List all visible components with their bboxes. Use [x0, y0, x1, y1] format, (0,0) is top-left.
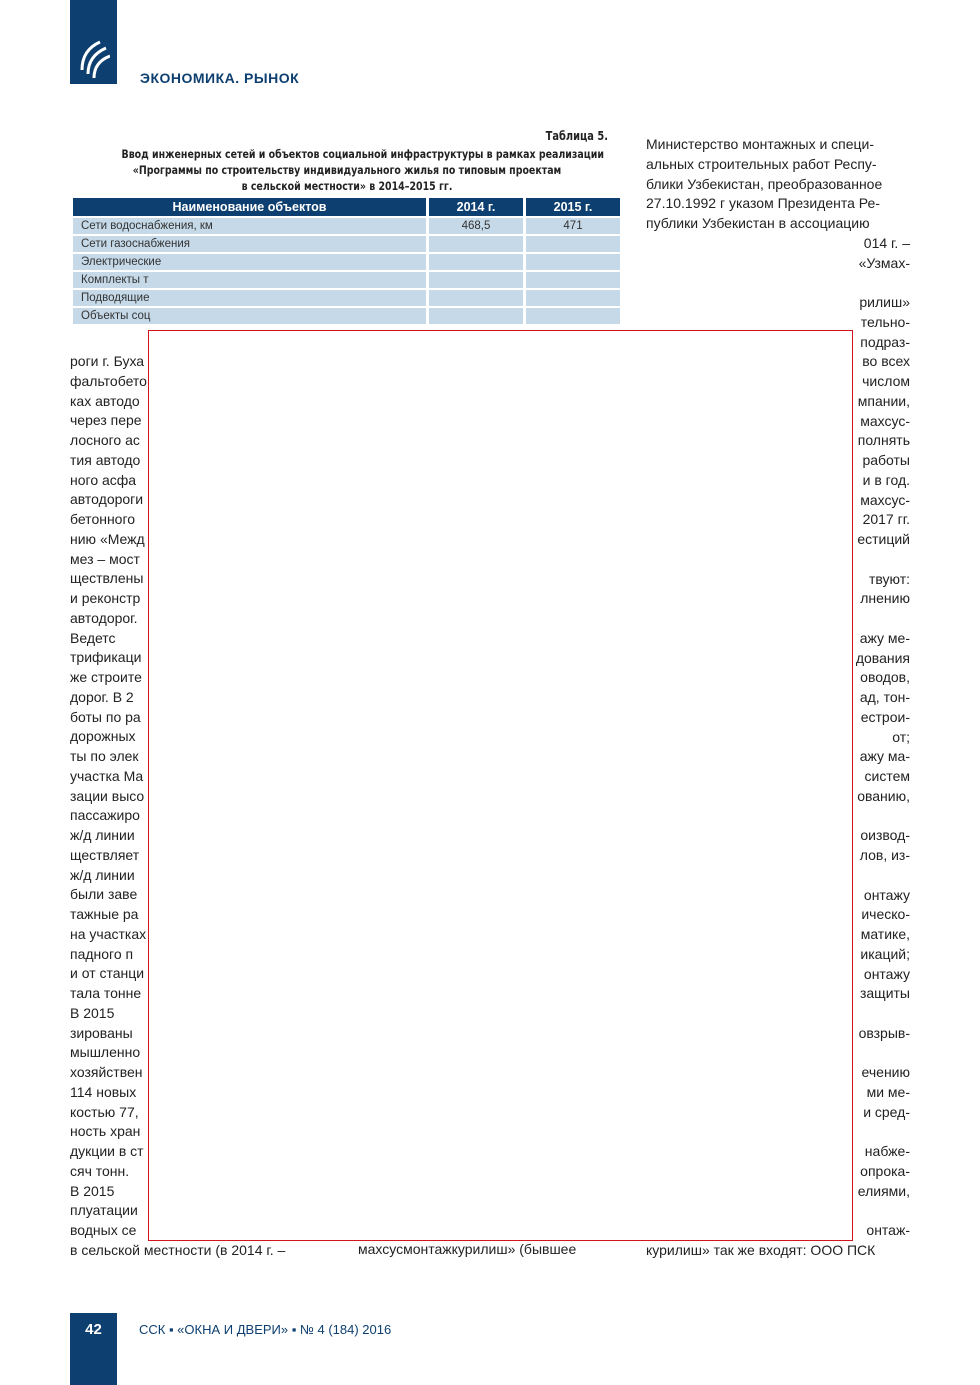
text-line: участка Ма — [70, 767, 144, 784]
text-line: во всех — [862, 353, 910, 370]
text-line: В 2015 — [70, 1004, 115, 1021]
footer-text: ССК ▪ «ОКНА И ДВЕРИ» ▪ № 4 (184) 2016 — [139, 1322, 392, 1337]
text-line: и в год. — [862, 471, 910, 488]
text-line: зированы — [70, 1024, 133, 1041]
table-row — [73, 272, 620, 288]
text-line: лосного ас — [70, 432, 140, 448]
text-line: работы — [862, 452, 910, 468]
text-line: ечению — [861, 1064, 910, 1081]
text-line: костью 77, — [70, 1103, 139, 1120]
column-header: 2014 г. — [429, 198, 523, 216]
section-title: ЭКОНОМИКА. РЫНОК — [140, 70, 300, 86]
text-line: фальтобето — [70, 372, 147, 389]
text-line: овзрыв- — [858, 1024, 910, 1041]
text-line: махсус- — [860, 491, 910, 508]
text-line: ж/д линии — [70, 827, 135, 843]
text-line: и сред- — [863, 1103, 910, 1120]
text-line: «Узмах- — [858, 254, 910, 271]
text-line: мпании, — [857, 392, 910, 409]
value-cell: 468,5 — [429, 218, 523, 234]
text-line: водных се — [70, 1222, 137, 1238]
text-line: ажу ме- — [859, 629, 910, 646]
text-line: бетонного — [70, 511, 136, 527]
text-line: елиями, — [857, 1182, 910, 1199]
text-line: автодорог. — [70, 609, 138, 626]
text-line: были заве — [70, 886, 138, 903]
text-line: 27.10.1992 г указом Президента Ре- — [646, 195, 880, 212]
value-cell — [429, 290, 523, 306]
text-line: автодороги — [70, 491, 144, 508]
table-row — [73, 254, 620, 270]
text-line: лов, из- — [859, 847, 910, 863]
text-line: ад, тон- — [859, 689, 910, 705]
text-line: дукции в ст — [70, 1143, 144, 1159]
text-line: дорог. В 2 — [70, 688, 134, 705]
text-line: ществлены — [70, 570, 144, 587]
value-cell — [429, 272, 523, 288]
text-line: защиты — [859, 985, 910, 1002]
text-line: пассажиро — [70, 807, 140, 824]
text-line: Министерство монтажных и специ- — [646, 136, 875, 152]
column-header: Наименование объектов — [73, 198, 426, 216]
object-name-cell: Сети газоснабжения — [73, 236, 426, 252]
magazine-logo-icon — [78, 38, 110, 78]
text-line: 014 г. – — [863, 234, 910, 251]
table-row — [73, 308, 620, 324]
value-cell — [526, 236, 620, 252]
object-name-cell: Электрические — [73, 254, 426, 270]
table-row — [73, 218, 620, 234]
text-line: матике, — [860, 926, 910, 942]
page-number: 42 — [85, 1321, 102, 1338]
text-line: рилиш» — [859, 294, 910, 310]
text-line: естиций — [857, 531, 910, 547]
text-line: естрои- — [860, 708, 910, 725]
text-line: икаций; — [860, 945, 910, 962]
text-line: ках автодо — [70, 392, 140, 409]
text-line: ованию, — [857, 787, 910, 804]
text-line: твуют: — [868, 570, 910, 587]
text-line: роги г. Буха — [70, 353, 145, 369]
text-line: систем — [864, 768, 910, 784]
text-line: боты по ра — [70, 708, 141, 725]
text-line: тельно- — [860, 313, 910, 330]
object-name-cell: Объекты соц — [73, 308, 426, 324]
table-row — [73, 290, 620, 306]
text-line: мышленно — [70, 1044, 141, 1061]
column-header: 2015 г. — [526, 198, 620, 216]
value-cell — [526, 254, 620, 270]
middle-column-last-line: махсусмонтажкурилиш» (бывшее — [358, 1241, 577, 1257]
text-line: в сельской местности (в 2014 г. – — [70, 1241, 286, 1258]
text-line: же строите — [70, 669, 142, 685]
text-line: ного асфа — [70, 471, 137, 488]
object-name-cell: Сети водоснабжения, км — [73, 218, 426, 234]
text-line: Ведетс — [70, 629, 116, 646]
table-title-line: в сельской местности» в 2014–2015 гг. — [241, 179, 453, 193]
text-line: курилиш» так же входят: ООО ПСК — [646, 1242, 876, 1258]
text-line: зации высо — [70, 787, 145, 804]
text-line: онтажу — [863, 965, 910, 982]
object-name-cell: Подводящие — [73, 290, 426, 306]
footer-bar — [70, 1313, 117, 1385]
text-line: трификаци — [70, 649, 142, 666]
text-line: лнению — [860, 590, 910, 607]
value-cell — [429, 254, 523, 270]
text-line: 114 новых — [70, 1083, 137, 1100]
text-line: ж/д линии — [70, 866, 135, 883]
text-line: и реконстр — [70, 590, 141, 606]
value-cell — [429, 236, 523, 252]
text-line: 2017 гг. — [862, 511, 910, 528]
text-line: от; — [892, 728, 910, 745]
text-line: тия автодо — [70, 451, 141, 468]
text-line: В 2015 — [70, 1182, 115, 1199]
table-row — [73, 236, 620, 252]
text-line: хозяйствен — [70, 1064, 143, 1080]
text-line: опрока- — [860, 1163, 910, 1179]
text-line: ты по элек — [70, 748, 139, 764]
text-line: ажу ма- — [859, 748, 910, 765]
table-title-line: Ввод инженерных сетей и объектов социальной инфраструктуры в рамках реализации — [121, 147, 604, 161]
text-line: блики Узбекистан, преобразованное — [646, 175, 883, 192]
text-line: нию «Межд — [70, 530, 145, 547]
object-name-cell: Комплекты т — [73, 272, 426, 288]
text-line: ществляет — [70, 846, 140, 863]
text-line: сяч тонн. — [70, 1162, 130, 1179]
text-line: ми ме- — [866, 1084, 910, 1100]
text-line: ическо- — [861, 906, 910, 923]
text-line: и от станци — [70, 965, 145, 982]
table-title-line: «Программы по строительству индивидуального жилья по типовым проектам — [132, 163, 562, 177]
text-line: махсус- — [860, 412, 910, 429]
text-line: оводов, — [860, 669, 910, 686]
text-line: онтаж- — [866, 1222, 910, 1239]
text-line: оизвод- — [860, 827, 910, 844]
table-label: Таблица 5. — [545, 129, 608, 143]
text-line: тажные ра — [70, 906, 139, 922]
table-header-row — [73, 198, 620, 216]
text-line: числом — [862, 373, 910, 389]
text-line: на участках — [70, 925, 147, 942]
text-line: набже- — [864, 1143, 910, 1160]
text-line: подраз- — [860, 333, 910, 350]
text-line: полнять — [857, 432, 910, 449]
value-cell: 471 — [526, 218, 620, 234]
header-bar — [70, 0, 117, 84]
text-line: мез – мост — [70, 550, 140, 567]
value-cell — [526, 290, 620, 306]
value-cell — [429, 308, 523, 324]
text-line: публики Узбекистан в ассоциацию — [646, 215, 870, 231]
text-line: через пере — [70, 412, 142, 429]
text-line: ность хран — [70, 1123, 141, 1140]
redaction-box — [148, 330, 853, 1241]
text-line: альных строительных работ Респу- — [646, 155, 877, 172]
table-title — [72, 146, 622, 194]
text-line: дорожных — [70, 728, 136, 745]
text-line: тала тонне — [70, 985, 142, 1001]
value-cell — [526, 308, 620, 324]
text-line: падного п — [70, 945, 134, 962]
text-line: дования — [855, 649, 910, 666]
text-line: онтажу — [863, 886, 910, 903]
value-cell — [526, 272, 620, 288]
text-line: плуатации — [70, 1202, 138, 1219]
data-table — [70, 196, 623, 326]
